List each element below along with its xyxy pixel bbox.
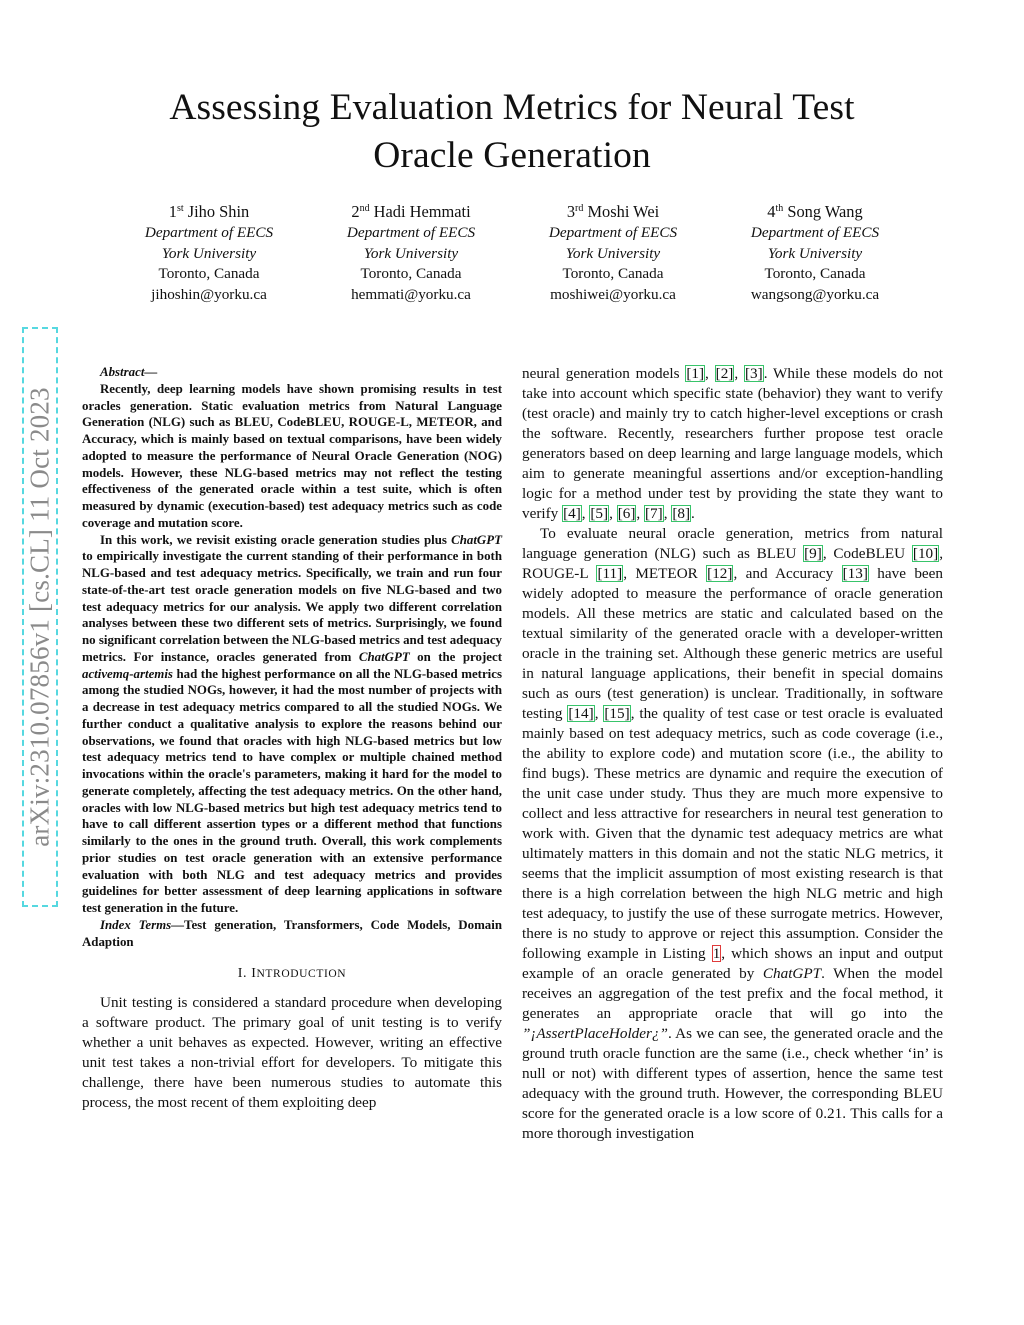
author-city: Toronto, Canada	[158, 265, 260, 283]
author-dept: Department of EECS	[346, 223, 476, 241]
author-university: York University	[363, 244, 459, 262]
citation-link[interactable]: [7]	[645, 505, 663, 522]
author-block-3	[498, 202, 728, 306]
section-heading-introduction: I. INTRODUCTION	[237, 966, 347, 982]
abstract	[82, 364, 502, 950]
citation-link[interactable]: [4]	[563, 505, 581, 522]
author-block-1	[94, 202, 324, 306]
citation-link[interactable]: [14]	[568, 705, 594, 722]
citation-link[interactable]: [8]	[672, 505, 691, 522]
intro-text-right	[522, 364, 943, 1144]
author-email: hemmati@yorku.ca	[351, 286, 471, 304]
index-terms: Index Terms—Test generation, Transformers, Code Models, Domain Adaption	[82, 917, 502, 949]
author-university: York University	[161, 244, 257, 262]
author-university: York University	[565, 244, 661, 262]
author-university: York University	[767, 244, 863, 262]
citation-link[interactable]: [12]	[707, 565, 733, 582]
citation-link[interactable]: [6]	[617, 505, 636, 522]
author-block-2	[296, 202, 526, 306]
author-city: Toronto, Canada	[562, 265, 664, 283]
intro-paragraph-continued: neural generation models [1], [2], [3]. While these models do not take into account which specific state (behavior) they want to verify (test oracle) and mainly try to catch higher-level exceptions or crash the software. Recently, researchers further propose test oracle generators based on deep learning and large language models, which aim to generate meaningful assertions and/or exception-handling logic for a method under test by providing the state they want to verify [4], [5], [6], [7], [8].	[522, 365, 944, 522]
intro-text-left	[82, 993, 502, 1113]
arxiv-identifier-text: arXiv:2310.07856v1 [cs.CL] 11 Oct 2023	[24, 387, 55, 847]
title-line-2: Oracle Generation	[373, 135, 651, 176]
intro-paragraph-2: To evaluate neural oracle generation, metrics from natural language generation (NLG) such as BLEU [9], CodeBLEU [10], ROUGE-L [11], METEOR [12], and Accuracy [13] have been widely adopted to measure the performance of oracle generation models. All these metrics are static and calculated based on the textual similarity of the generated oracle with a developer-written oracle in the training set. Although these generic metrics are useful in natural language applications, their benefit in special domains such as ours (test generation) is unclear. Traditionally, in software testing [14], [15], the quality of test case or test oracle is evaluated mainly based on test adequacy metrics, such as code coverage (i.e., the ability to explore code) and mutation score (i.e., the ability to find bugs). These metrics are dynamic and require the execution of the unit case under study. Thus they are much more expensive to collect and less attractive for researchers in neural test generation to work with. Given that the dynamic test adequacy metrics are what ultimately matters in this domain and not the static NLG metrics, it seems that the implicit assumption of most existing research is that there is a high correlation between the high NLG metric and high test adequacy, to justify the use of these surrogate metrics. However, there is no study to approve or reject this assumption. Consider the following example in Listing 1, which shows an input and output example of an oracle generated by ChatGPT. When the model receives an aggregation of the test prefix and the focal method, it generates an appropriate oracle that will go into the ”¡AssertPlaceHolder¿”. As we can see, the generated oracle and the ground truth oracle function are the same (i.e., check whether ‘in’ is null or not) with different types of assertion, hence the same test adequacy with the ground truth. However, the corresponding BLEU score for the generated oracle is a low score of 0.21. This calls for a more thorough investigation	[522, 525, 944, 1142]
author-city: Toronto, Canada	[764, 265, 866, 283]
title-line-1: Assessing Evaluation Metrics for Neural Test	[169, 87, 855, 128]
author-block-4	[700, 202, 930, 306]
left-column	[82, 364, 502, 1113]
author-city: Toronto, Canada	[360, 265, 462, 283]
citation-link[interactable]: [3]	[744, 365, 763, 382]
abstract-paragraph-1: Recently, deep learning models have shown promising results in test oracles generation. Static evaluation metrics from Natural Language Generation (NLG) such as BLEU, CodeBLEU, ROUGE-L, METEOR, and Accuracy, which is mainly based on textual comparisons, have been widely adopted to measure the performance of Neural Oracle Generation (NOG) models. However, these NLG-based metrics may not reflect the testing effectiveness of the generated oracle within a test suite, which is often measured by dynamic (execution-based) test adequacy metrics such as code coverage and mutation score.	[82, 381, 502, 530]
author-name: 1st Jiho Shin	[168, 202, 250, 221]
author-dept: Department of EECS	[750, 223, 880, 241]
citation-link[interactable]: [2]	[715, 365, 734, 382]
citation-link[interactable]: [11]	[597, 565, 623, 582]
intro-paragraph-1: Unit testing is considered a standard procedure when developing a software product. The primary goal of unit testing is to verify whether a unit behaves as expected. However, writing an effective unit test takes a non-trivial effort for developers. To mitigate this challenge, there have been numerous studies to automate this process, the most recent of them exploiting deep	[82, 994, 502, 1112]
author-email: wangsong@yorku.ca	[750, 286, 880, 304]
author-email: moshiwei@yorku.ca	[550, 286, 676, 304]
abstract-paragraph-2: In this work, we revisit existing oracle generation studies plus ChatGPT to empirically investigate the current standing of their performance in both NLG-based and test adequacy metrics. Specifically, we train and run four state-of-the-art test oracle generation models on five NLG-based and two test adequacy metrics for our analysis. We apply two different correlation analyses between these two different sets of metrics. Surprisingly, we found no significant correlation between the NLG-based metrics and test adequacy metrics. For instance, oracles generated from ChatGPT on the project activemq-artemis had the highest performance on all the NLG-based metrics among the studied NOGs, however, it had the most number of projects with a decrease in test adequacy metrics compared to all the studied NOGs. We further conduct a qualitative analysis to explore the reasons behind our observations, we found that oracles with high NLG-based metrics but low test adequacy metrics tend to have complex or multiple chained method invocations within the oracle's parameters, making it hard for the model to generate completely, affecting the test adequacy metrics. On the other hand, oracles with low NLG-based metrics but high test adequacy metrics tend to have to call different assertion types or a different method that functions similarly to the ones in the ground truth. Overall, this work complements prior studies on test oracle generation with an extensive performance evaluation with both NLG and test adequacy metrics and provides guidelines for better assessment of deep learning applications in software test generation in the future.	[82, 532, 502, 915]
listing-reference-link[interactable]: 1	[712, 945, 721, 962]
author-dept: Department of EECS	[548, 223, 678, 241]
citation-link[interactable]: [10]	[912, 545, 939, 562]
arxiv-identifier-link[interactable]	[22, 327, 58, 907]
author-name: 2nd Hadi Hemmati	[351, 202, 471, 221]
abstract-heading: Abstract—	[100, 365, 158, 379]
author-name: 4th Song Wang	[767, 202, 863, 221]
author-email: jihoshin@yorku.ca	[151, 286, 267, 304]
citation-link[interactable]: [1]	[686, 365, 705, 382]
citation-link[interactable]: [15]	[604, 705, 630, 722]
author-name: 3rd Moshi Wei	[566, 202, 660, 221]
citation-link[interactable]: [13]	[842, 565, 868, 582]
author-dept: Department of EECS	[144, 223, 274, 241]
citation-link[interactable]: [5]	[590, 505, 609, 522]
paper-title	[120, 84, 904, 180]
right-column	[522, 364, 943, 1144]
citation-link[interactable]: [9]	[804, 545, 822, 562]
